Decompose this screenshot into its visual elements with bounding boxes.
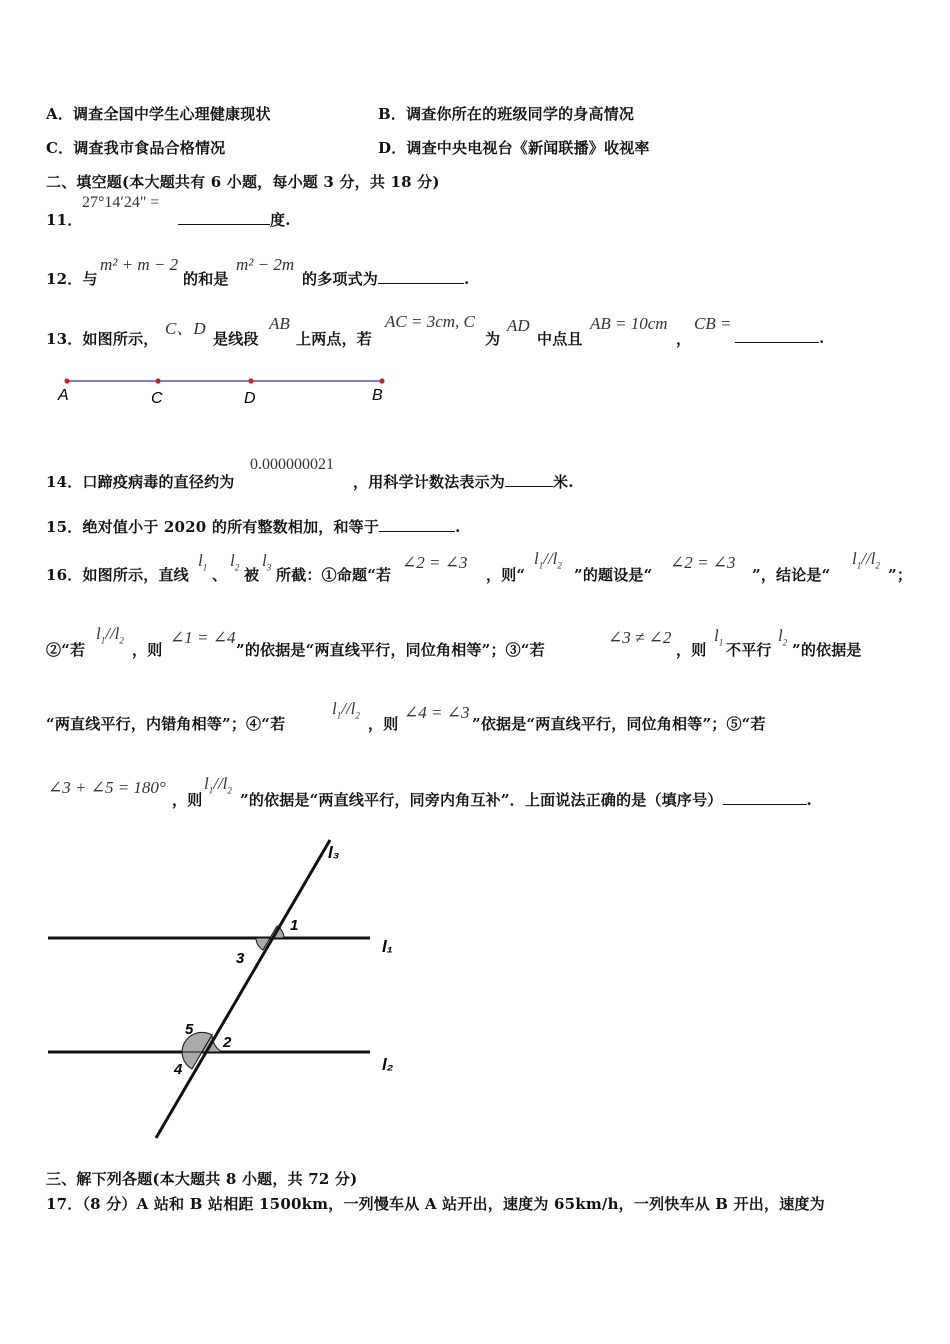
q11-unit: 度. (270, 211, 291, 229)
section-2-title: 二、填空题(本大题共有 6 小题，每小题 3 分，共 18 分) (46, 173, 440, 191)
q16-angle-2-eq-3-b: ∠2 = ∠3 (670, 553, 736, 572)
q13-ad: AD (507, 316, 530, 335)
label-angle-5: 5 (185, 1021, 194, 1038)
q11-number: 11． (46, 211, 83, 229)
option-c: C．调查我市食品合格情况 (46, 139, 226, 157)
q13-condition: AC = 3cm, C (385, 312, 475, 331)
q16-l1-b: $l_1$ (714, 626, 724, 648)
q16-l1-parallel-l2-a: $l_1//l_2$ (534, 549, 562, 571)
q15-text: 15．绝对值小于 2020 的所有整数相加，和等于 (46, 518, 380, 536)
q16-l1-parallel-l2-b: $l_1//l_2$ (852, 549, 880, 571)
q16-l1: $l_1$ (198, 551, 208, 573)
q14-post: ，用科学计数法表示为 (353, 473, 506, 491)
line-l3 (156, 840, 330, 1138)
q16-line1-f: ”的题设是“ (574, 566, 653, 584)
label-angle-2: 2 (223, 1034, 232, 1051)
q16-line2-e: 不平行 (726, 641, 772, 659)
q16-angle-3-plus-5: ∠3 + ∠5 = 180° (48, 778, 166, 797)
label-l2: l₂ (382, 1055, 394, 1074)
q16-line2-a: ②“若 (46, 641, 86, 659)
q16-angle-2-eq-3: ∠2 = ∠3 (402, 553, 468, 572)
q12-end: . (464, 270, 470, 288)
q14-answer-line (353, 471, 574, 492)
q16-line3-c: ”依据是“两直线平行，同位角相等”；⑤“若 (472, 715, 766, 733)
q13-points-cd: C、D (165, 319, 206, 338)
q16-line2-d: ，则 (676, 641, 707, 659)
q16-l2-b: $l_2$ (778, 626, 788, 648)
parallel-lines-figure (40, 830, 420, 1150)
q16-angle-1-eq-4: ∠1 = ∠4 (170, 628, 236, 647)
option-a: A．调查全国中学生心理健康现状 (46, 105, 271, 123)
q16-angle-3-ne-2: ∠3 ≠ ∠2 (608, 628, 672, 647)
q16-line1-b: 、 (212, 566, 228, 584)
q12-prefix: 12．与 (46, 270, 98, 288)
q16-line2-c: ”的依据是“两直线平行，同位角相等”；③“若 (236, 641, 545, 659)
q16-l1-parallel-l2-d: $l_1//l_2$ (332, 699, 360, 721)
q13-end: . (819, 329, 825, 347)
q16-line1-c: 被 (244, 566, 260, 584)
q13-length: AB = 10cm (590, 314, 668, 333)
label-angle-4: 4 (174, 1061, 183, 1078)
q13-t2: 上两点，若 (296, 330, 373, 348)
q16-line3-b: ，则 (368, 715, 399, 733)
q16-line1-h: ”； (888, 566, 913, 584)
label-d: D (244, 390, 256, 407)
q16-l1-parallel-l2-e: $l_1//l_2$ (204, 774, 232, 796)
q16-line1-d: 所截：①命题“若 (276, 566, 392, 584)
q16-angle-4-eq-3: ∠4 = ∠3 (404, 703, 470, 722)
q12-answer-line (302, 268, 469, 289)
q13-t1: 是线段 (213, 330, 259, 348)
q16-l1-parallel-l2-c: $l_1//l_2$ (96, 624, 124, 646)
segment-figure (50, 368, 400, 412)
q13-comma: ， (676, 330, 692, 348)
label-angle-1: 1 (290, 917, 299, 934)
q13-ab: AB (269, 314, 290, 333)
q17-text: 17．（8 分）A 站和 B 站相距 1500km，一列慢车从 A 站开出，速度为 65km/h，一列快车从 B 开出，速度为 (46, 1195, 825, 1213)
q13-prefix: 13．如图所示， (46, 330, 159, 348)
label-c: C (151, 390, 163, 407)
q16-line1-a: 16．如图所示，直线 (46, 566, 189, 584)
point-c (155, 378, 160, 383)
q16-l3: $l_3$ (262, 551, 272, 573)
point-a (64, 378, 69, 383)
q13-t3: 为 (485, 330, 501, 348)
q12-post: 的多项式为 (302, 270, 379, 288)
q16-line1-g: ”，结论是“ (752, 566, 831, 584)
q16-line2-f: ”的依据是 (792, 641, 862, 659)
q15-end: . (455, 518, 461, 536)
q11-expression: 27°14′24" = (82, 194, 160, 211)
q16-line4-a: ，则 (172, 791, 203, 809)
q16-line4-end: . (806, 791, 812, 809)
label-l1: l₁ (382, 937, 393, 956)
q15-line (46, 516, 461, 537)
q13-cb: CB = (694, 314, 732, 333)
option-d: D．调查中央电视台《新闻联播》收视率 (378, 139, 650, 157)
q11-answer-line (178, 209, 291, 230)
label-a: A (58, 387, 69, 404)
point-b (379, 378, 384, 383)
q14-prefix: 14．口蹄疫病毒的直径约为 (46, 473, 235, 491)
q12-expr2: m² − 2m (236, 255, 295, 274)
q16-line3-a: “两直线平行，内错角相等”；④“若 (46, 715, 286, 733)
label-b: B (372, 387, 383, 404)
section-3-title: 三、解下列各题(本大题共 8 小题，共 72 分) (46, 1170, 358, 1188)
option-b: B．调查你所在的班级同学的身高情况 (378, 105, 635, 123)
q13-t4: 中点且 (537, 330, 583, 348)
q13-answer-line (735, 328, 824, 347)
point-d (248, 378, 253, 383)
q14-unit: 米. (553, 473, 574, 491)
q12-expr1: m² + m − 2 (100, 255, 179, 274)
q16-line4-b: ”的依据是“两直线平行，同旁内角互补”．上面说法正确的是（填序号） (240, 791, 723, 809)
q12-mid: 的和是 (183, 270, 229, 288)
q16-l2: $l_2$ (230, 551, 240, 573)
q16-line4-answer (240, 789, 812, 810)
q16-line2-b: ，则 (132, 641, 163, 659)
label-l3: l₃ (328, 843, 340, 862)
q14-number: 0.000000021 (250, 456, 334, 473)
label-angle-3: 3 (236, 950, 245, 967)
q16-line1-e: ，则“ (486, 566, 526, 584)
